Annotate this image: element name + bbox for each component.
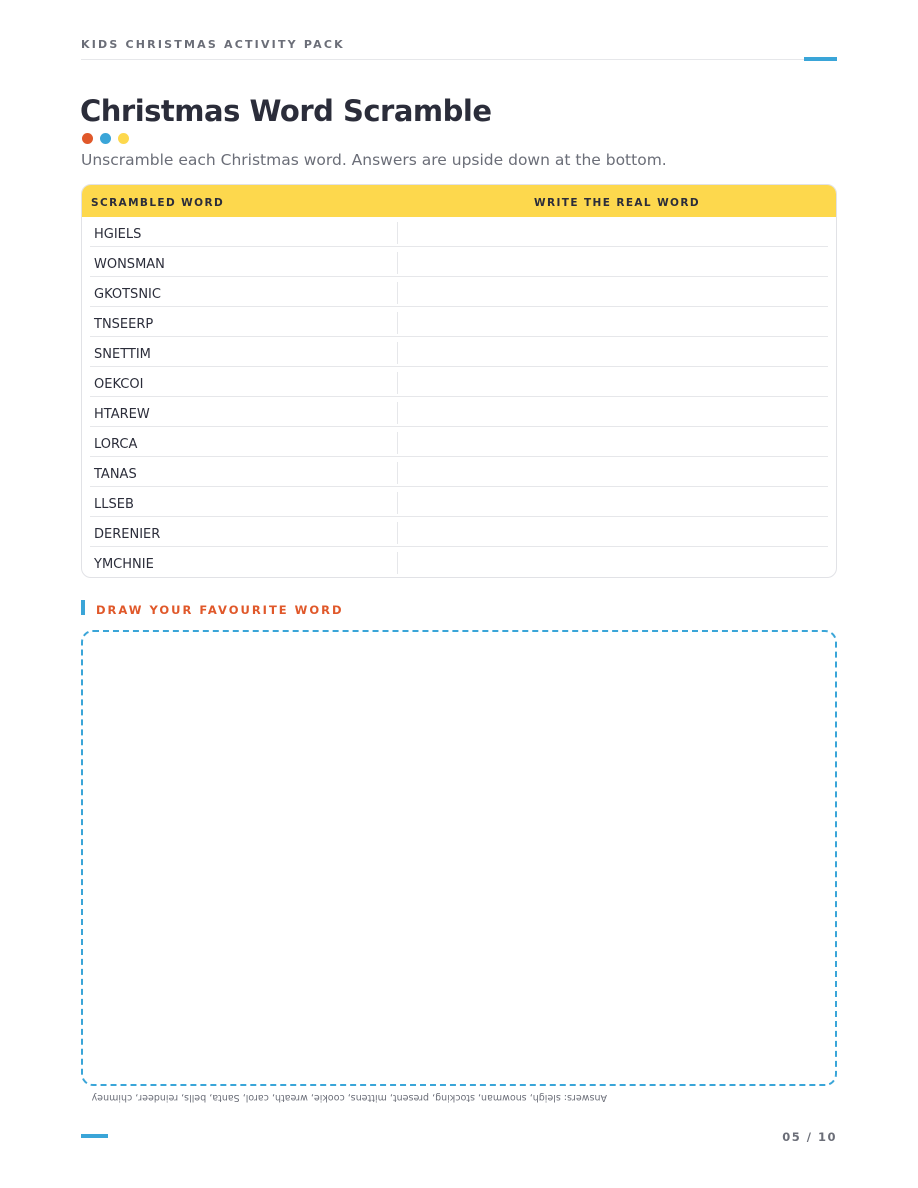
table-row — [90, 217, 828, 247]
table-row — [90, 337, 828, 367]
scrambled-word: LLSEB — [94, 497, 134, 512]
scrambled-word: TANAS — [94, 467, 137, 482]
col-scrambled-word: SCRAMBLED WORD — [91, 197, 225, 209]
cell-divider — [397, 312, 398, 334]
header-label: KIDS CHRISTMAS ACTIVITY PACK — [81, 38, 345, 51]
cell-divider — [397, 522, 398, 544]
scrambled-word: YMCHNIE — [94, 557, 154, 572]
scrambled-word: WONSMAN — [94, 257, 165, 272]
orange-dot — [82, 133, 93, 144]
yellow-dot — [118, 133, 129, 144]
table-row — [90, 247, 828, 277]
drawing-area[interactable] — [81, 630, 837, 1086]
answer-cell[interactable] — [400, 307, 828, 336]
table-row — [90, 367, 828, 397]
table-row — [90, 547, 828, 576]
answer-cell[interactable] — [400, 427, 828, 456]
scrambled-word: HTAREW — [94, 407, 150, 422]
blue-dot — [100, 133, 111, 144]
section-accent-bar — [81, 600, 85, 615]
cell-divider — [397, 552, 398, 574]
word-scramble-table — [81, 184, 837, 578]
table-row — [90, 307, 828, 337]
cell-divider — [397, 252, 398, 274]
cell-divider — [397, 372, 398, 394]
table-row — [90, 457, 828, 487]
scrambled-word: DERENIER — [94, 527, 161, 542]
answer-cell[interactable] — [400, 337, 828, 366]
cell-divider — [397, 222, 398, 244]
header-rule — [81, 59, 837, 60]
cell-divider — [397, 462, 398, 484]
scrambled-word: OEKCOI — [94, 377, 144, 392]
scrambled-word: TNSEERP — [94, 317, 154, 332]
decorative-dots — [82, 133, 129, 144]
answer-cell[interactable] — [400, 487, 828, 516]
answer-cell[interactable] — [400, 277, 828, 306]
instructions: Unscramble each Christmas word. Answers are upside down at the bottom. — [81, 151, 667, 169]
scrambled-word: HGIELS — [94, 227, 142, 242]
upside-down-answers: Answers: sleigh, snowman, stocking, present, mittens, cookie, wreath, carol, Santa, bells, reindeer, chimney — [91, 1092, 607, 1103]
scrambled-word: LORCA — [94, 437, 138, 452]
answer-cell[interactable] — [400, 247, 828, 276]
table-row — [90, 487, 828, 517]
page-title: Christmas Word Scramble — [80, 94, 492, 128]
cell-divider — [397, 492, 398, 514]
table-row — [90, 517, 828, 547]
answer-cell[interactable] — [400, 397, 828, 426]
page-number: 05 / 10 — [782, 1130, 837, 1144]
table-row — [90, 397, 828, 427]
answer-cell[interactable] — [400, 217, 828, 246]
col-real-word: WRITE THE REAL WORD — [534, 197, 700, 209]
cell-divider — [397, 432, 398, 454]
table-row — [90, 277, 828, 307]
answer-cell[interactable] — [400, 457, 828, 486]
answer-cell[interactable] — [400, 367, 828, 396]
scrambled-word: GKOTSNIC — [94, 287, 161, 302]
header-accent — [804, 57, 837, 61]
answer-cell[interactable] — [400, 517, 828, 546]
cell-divider — [397, 282, 398, 304]
footer-accent — [81, 1134, 108, 1138]
table-header — [82, 185, 836, 217]
cell-divider — [397, 402, 398, 424]
cell-divider — [397, 342, 398, 364]
draw-section-title: DRAW YOUR FAVOURITE WORD — [96, 603, 344, 617]
answer-cell[interactable] — [400, 547, 828, 576]
scrambled-word: SNETTIM — [94, 347, 151, 362]
table-row — [90, 427, 828, 457]
